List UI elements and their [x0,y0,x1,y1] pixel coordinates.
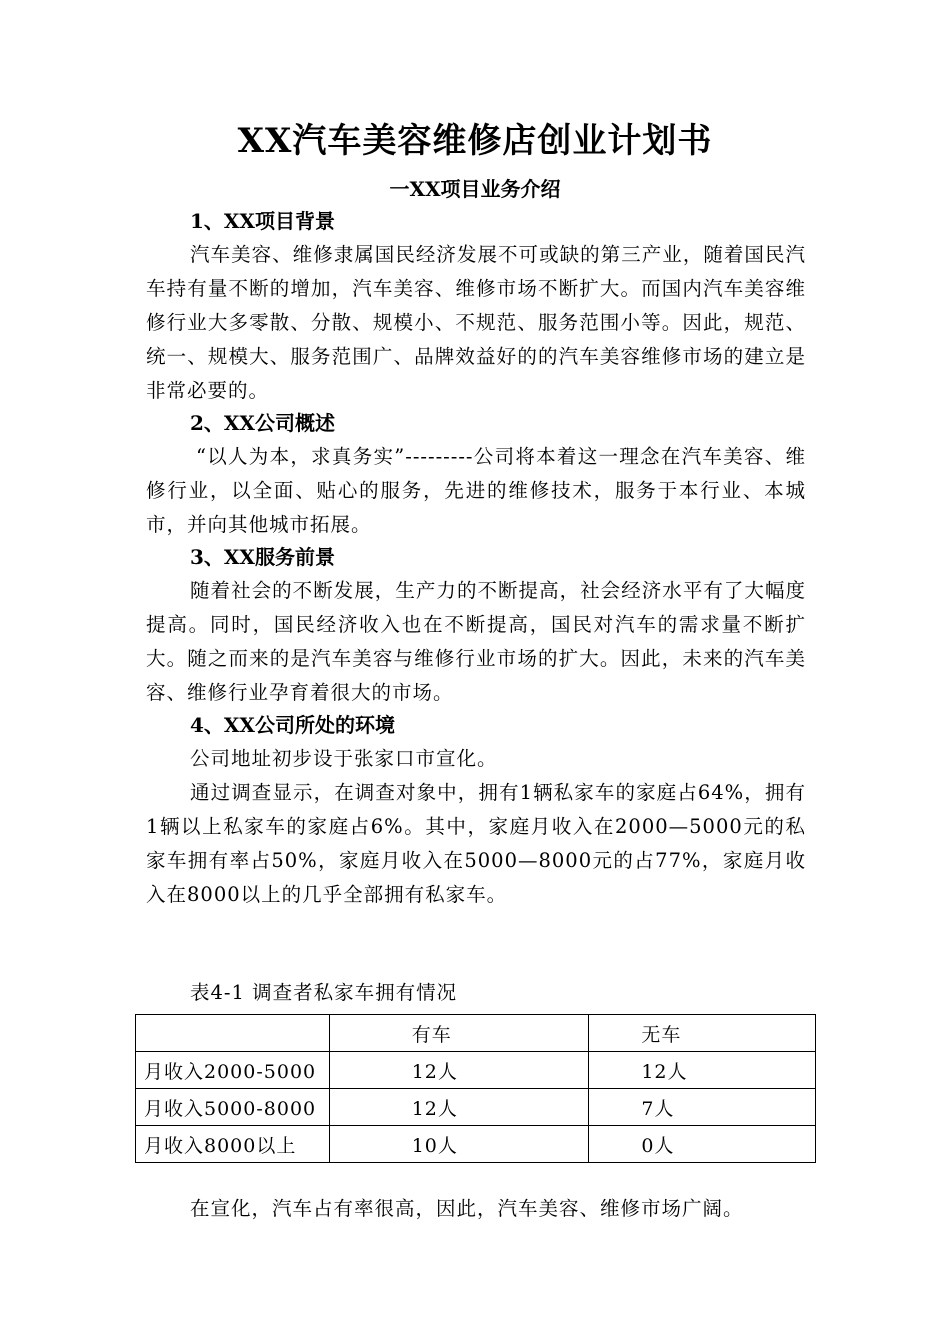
table-cell-income: 月收入2000-5000 [136,1052,330,1089]
document-title: XX汽车美容维修店创业计划书 [237,121,713,161]
table-row [136,1126,816,1163]
table-cell-without-car: 7人 [589,1089,816,1126]
section-heading-company-overview: 2、XX公司概述 [190,411,335,435]
section-paragraph-background: 汽车美容、维修隶属国民经济发展不可或缺的第三产业，随着国民汽车持有量不断的增加，汽车美容、维修市场不断扩大。而国内汽车美容维修行业大多零散、分散、规模小、不规范、服务范围小等。因此，规范、统一、规模大、服务范围广、品牌效益好的的汽车美容维修市场的建立是非常必要的。 [146,243,806,402]
table-cell-income: 月收入5000-8000 [136,1089,330,1126]
table-row [136,1089,816,1126]
section-paragraph-address: 公司地址初步设于张家口市宣化。 [190,747,498,770]
table-cell-without-car: 12人 [589,1052,816,1089]
table-cell-with-car: 10人 [329,1126,589,1163]
section-paragraph-company-overview: “以人为本，求真务实”---------公司将本着这一理念在汽车美容、维修行业，以全面、贴心的服务，先进的维修技术，服务于本行业、本城市，并向其他城市拓展。 [146,445,806,536]
document-subtitle: 一XX项目业务介绍 [389,177,561,201]
survey-table [135,1014,816,1163]
section-paragraph-service-outlook: 随着社会的不断发展，生产力的不断提高，社会经济水平有了大幅度提高。同时，国民经济收入也在不断提高，国民对汽车的需求量不断扩大。随之而来的是汽车美容与维修行业市场的扩大。因此，未来的汽车美容、维修行业孕育着很大的市场。 [146,579,806,704]
table-header-row [136,1015,816,1052]
table-header-cell: 无车 [589,1015,816,1052]
closing-paragraph: 在宣化，汽车占有率很高，因此，汽车美容、维修市场广阔。 [190,1197,744,1220]
section-heading-service-outlook: 3、XX服务前景 [190,545,335,569]
table-cell-without-car: 0人 [589,1126,816,1163]
table-cell-income: 月收入8000以上 [136,1126,330,1163]
table-cell-with-car: 12人 [329,1052,589,1089]
table-row [136,1052,816,1089]
table-header-cell: 有车 [329,1015,589,1052]
section-heading-background: 1、XX项目背景 [190,209,335,233]
table-header-cell [136,1015,330,1052]
table-caption: 表4-1 调查者私家车拥有情况 [190,981,458,1004]
section-paragraph-survey: 通过调查显示，在调查对象中，拥有1辆私家车的家庭占64%，拥有1辆以上私家车的家庭占6%。其中，家庭月收入在2000—5000元的私家车拥有率占50%，家庭月收入在5000—8000元的占77%，家庭月收入在8000以上的几乎全部拥有私家车。 [146,781,806,906]
section-heading-environment: 4、XX公司所处的环境 [190,713,395,737]
table-cell-with-car: 12人 [329,1089,589,1126]
